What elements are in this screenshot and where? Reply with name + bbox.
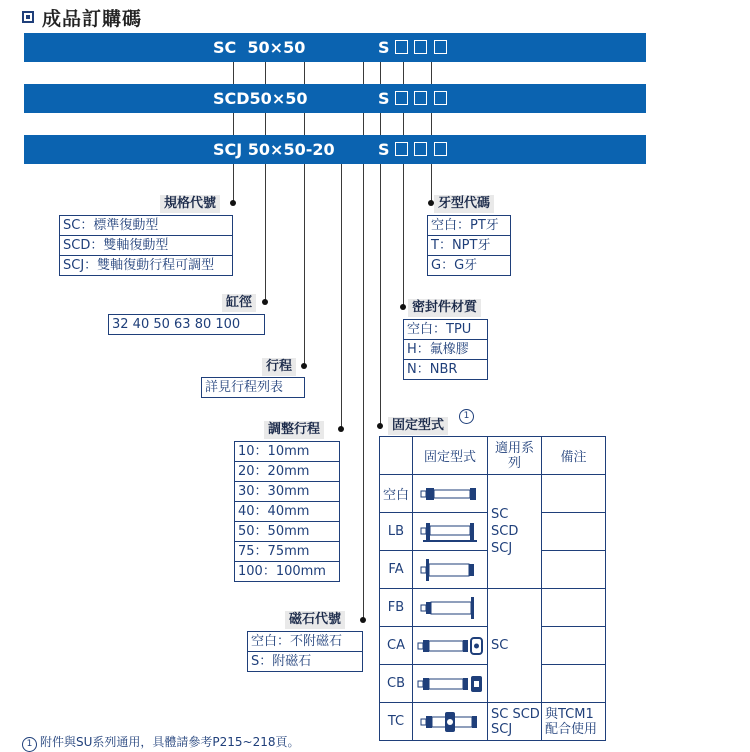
magnet-label: 磁石代號 [285, 611, 345, 629]
cylinder-basic-icon [419, 484, 481, 504]
note-marker: 1 [459, 409, 474, 424]
column-header: 適用系列 [488, 437, 542, 475]
list-item: SC：標準復動型 [60, 216, 232, 236]
list-item: 30：30mm [235, 482, 339, 502]
column-header: 固定型式 [413, 437, 488, 475]
list-item: T：NPT牙 [428, 236, 510, 256]
mount-code: FB [380, 589, 413, 627]
model-band-scj [24, 135, 646, 164]
adjust-stroke-options [234, 441, 340, 582]
seal-options [403, 319, 488, 380]
remark-item: 與TCM1 [545, 706, 594, 722]
list-item: 100：100mm [238, 564, 326, 579]
page-title: 成品訂購碼 [42, 7, 143, 30]
bore-values: 32 40 50 63 80 100 [112, 317, 241, 332]
code-box [414, 142, 427, 156]
bore-label: 缸徑 [222, 294, 256, 312]
spec-label: 規格代號 [160, 195, 220, 213]
cylinder-tc-icon [419, 711, 481, 733]
list-item: 10：10mm [235, 442, 339, 462]
code-box [395, 142, 408, 156]
series-item: SCD [491, 524, 519, 539]
cylinder-ca-icon [416, 635, 484, 657]
list-item: H：氟橡膠 [404, 340, 487, 360]
seal-label: 密封件材質 [408, 299, 481, 317]
remark-item: 配合使用 [545, 721, 598, 737]
magnet-options [247, 631, 363, 672]
footnote-marker: 1 [22, 737, 37, 752]
list-item: SCD：雙軸復動型 [60, 236, 232, 256]
model-code: SCD50×50 [213, 89, 308, 108]
cylinder-fa-icon [419, 558, 481, 582]
series-item: SCJ [491, 721, 513, 737]
stroke-label: 行程 [262, 358, 296, 376]
series-item: SC [491, 507, 509, 522]
list-item: 空白：TPU [404, 320, 487, 340]
footnote [22, 733, 300, 752]
bore-options [108, 314, 265, 335]
adjust-stroke-label: 調整行程 [264, 421, 324, 439]
mount-code: LB [380, 513, 413, 551]
thread-options [427, 215, 511, 276]
cylinder-cb-icon [416, 673, 484, 695]
code-box [395, 40, 408, 54]
mount-code: 空白 [380, 475, 413, 513]
model-band-sc [24, 33, 646, 62]
code-box [414, 91, 427, 105]
model-code: SC 50×50 [213, 38, 306, 57]
mount-code: TC [380, 703, 413, 741]
code-box [414, 40, 427, 54]
spec-options [59, 215, 233, 276]
code-box [434, 142, 447, 156]
list-item: 75：75mm [235, 542, 339, 562]
magnet-code-s: S [378, 89, 390, 108]
cylinder-fb-icon [419, 596, 481, 620]
code-box [395, 91, 408, 105]
series-item: SC [488, 589, 542, 703]
list-item: 20：20mm [235, 462, 339, 482]
stroke-options [201, 377, 305, 398]
footnote-text: 附件與SU系列通用，具體請參考P215~218頁。 [40, 735, 300, 749]
list-item: 空白：PT牙 [428, 216, 510, 236]
list-item: N：NBR [407, 362, 458, 377]
thread-label: 牙型代碼 [434, 195, 494, 213]
model-code: SCJ 50×50-20 [213, 140, 335, 159]
list-item: 40：40mm [235, 502, 339, 522]
list-item: SCJ：雙軸復動行程可調型 [63, 258, 215, 273]
model-band-scd [24, 84, 646, 113]
mount-code: CB [380, 665, 413, 703]
list-item: 空白：不附磁石 [248, 632, 362, 652]
stroke-value: 詳見行程列表 [205, 380, 284, 395]
mount-table [379, 436, 606, 741]
magnet-code-s: S [378, 38, 390, 57]
list-item: 50：50mm [235, 522, 339, 542]
magnet-code-s: S [378, 140, 390, 159]
list-item: G：G牙 [431, 258, 478, 273]
mount-code: CA [380, 627, 413, 665]
series-item: SC SCD [491, 706, 540, 722]
mount-code: FA [380, 551, 413, 589]
code-box [434, 91, 447, 105]
series-item: SCJ [491, 541, 513, 556]
square-bullet-icon [22, 11, 34, 23]
cylinder-lb-icon [419, 521, 481, 543]
mount-label: 固定型式 [388, 417, 448, 435]
code-box [434, 40, 447, 54]
title-bar [22, 4, 142, 30]
list-item: S：附磁石 [251, 654, 312, 669]
column-header: 備注 [542, 437, 606, 475]
